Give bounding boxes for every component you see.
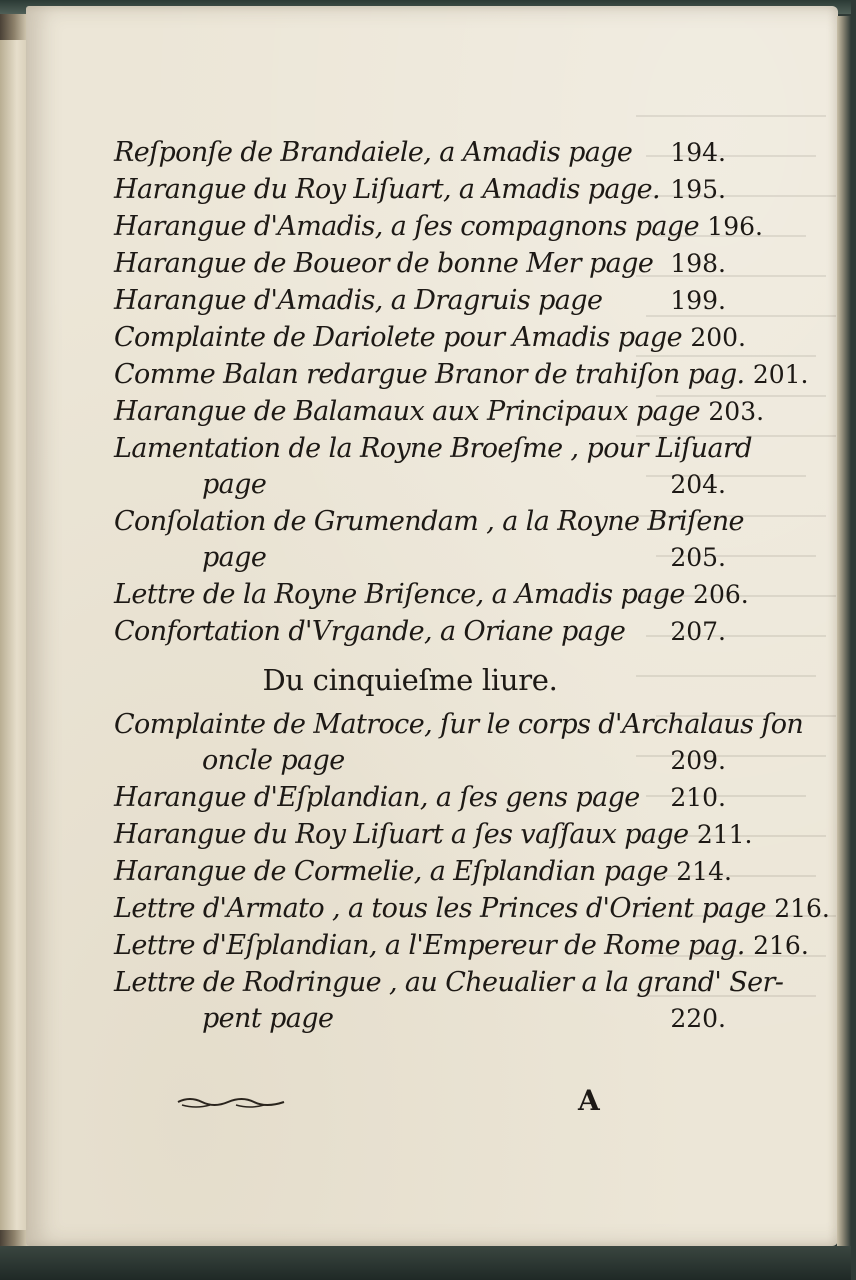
signature-mark: A bbox=[578, 1084, 600, 1117]
entry-line bbox=[114, 779, 726, 816]
entry-title: Lettre d'Eſplandian, a l'Empereur de Rome pag. bbox=[114, 930, 745, 961]
contents-entry bbox=[114, 927, 809, 964]
contents-entry bbox=[114, 356, 809, 393]
entry-page-number: 209. bbox=[670, 746, 726, 775]
contents-list-book-four bbox=[114, 134, 809, 650]
contents-entry bbox=[114, 964, 784, 1037]
contents-entry bbox=[114, 245, 726, 282]
entry-continuation bbox=[114, 1001, 726, 1037]
contents-entry bbox=[114, 706, 804, 779]
contents-entry bbox=[114, 208, 763, 245]
entry-page-number: 206. bbox=[693, 580, 749, 609]
entry-line bbox=[114, 853, 732, 890]
entry-title: Harangue du Roy Liſuart a ſes vaſſaux page bbox=[114, 819, 689, 850]
entry-line bbox=[114, 576, 749, 613]
entry-page-number: 216. bbox=[774, 894, 830, 923]
entry-page-number: 216. bbox=[753, 931, 809, 960]
entry-title: Lettre d'Armato , a tous les Princes d'Orient page bbox=[114, 893, 766, 924]
entry-title: Lettre de la Royne Briſence, a Amadis page bbox=[114, 579, 685, 610]
entry-page-number: 195. bbox=[670, 175, 726, 204]
entry-line bbox=[114, 816, 753, 853]
entry-title: Harangue de Cormelie, a Eſplandian page bbox=[114, 856, 668, 887]
entry-page-number: 220. bbox=[670, 1004, 726, 1033]
entry-page-number: 199. bbox=[670, 286, 726, 315]
entry-page-number: 205. bbox=[670, 543, 726, 572]
contents-entry bbox=[114, 171, 726, 208]
entry-line bbox=[114, 964, 784, 1001]
entry-page-number: 210. bbox=[670, 783, 726, 812]
contents-entry bbox=[114, 853, 732, 890]
contents-entry bbox=[114, 816, 753, 853]
entry-line bbox=[114, 245, 726, 282]
contents-entry bbox=[114, 576, 749, 613]
entry-line bbox=[114, 134, 726, 171]
table-of-contents bbox=[114, 134, 830, 1037]
entry-title: Harangue de Balamaux aux Principaux page bbox=[114, 396, 701, 427]
entry-title: Lamentation de la Royne Broeſme , pour Liſuard bbox=[114, 433, 752, 464]
contents-entry bbox=[114, 503, 744, 576]
entry-title: Comme Balan redargue Branor de trahiſon pag. bbox=[114, 359, 745, 390]
entry-line bbox=[114, 706, 804, 743]
entry-page-number: 203. bbox=[708, 397, 765, 426]
entry-page-number: 200. bbox=[690, 323, 746, 352]
entry-title: Harangue d'Amadis, a Dragruis page bbox=[114, 285, 603, 316]
entry-page-number: 204. bbox=[670, 470, 726, 499]
entry-continuation bbox=[114, 743, 726, 779]
entry-continuation-text: pent page bbox=[202, 1003, 334, 1034]
section-heading: Du cinquieſme liure. bbox=[262, 663, 558, 697]
contents-entry bbox=[114, 134, 726, 171]
entry-line bbox=[114, 356, 809, 393]
entry-page-number: 214. bbox=[676, 857, 732, 886]
entry-title: Conſolation de Grumendam , a la Royne Briſene bbox=[114, 506, 744, 537]
contents-entry bbox=[114, 890, 830, 927]
contents-entry bbox=[114, 779, 726, 816]
binding-edge-bottom bbox=[0, 1246, 851, 1280]
page-fore-edge bbox=[837, 16, 851, 1246]
contents-entry bbox=[114, 393, 765, 430]
entry-title: Complainte de Matroce, ſur le corps d'Archalaus ſon bbox=[114, 709, 804, 740]
entry-title: Harangue d'Amadis, a ſes compagnons page bbox=[114, 211, 699, 242]
entry-page-number: 194. bbox=[670, 138, 726, 167]
entry-line bbox=[114, 171, 726, 208]
entry-line bbox=[114, 393, 765, 430]
entry-page-number: 211. bbox=[696, 820, 753, 849]
entry-line bbox=[114, 503, 744, 540]
entry-title: Confortation d'Vrgande, a Oriane page bbox=[114, 616, 626, 647]
entry-line bbox=[114, 282, 726, 319]
contents-entry bbox=[114, 282, 726, 319]
entry-title: Harangue d'Eſplandian, a ſes gens page bbox=[114, 782, 640, 813]
entry-title: Harangue de Boueor de bonne Mer page bbox=[114, 248, 654, 279]
book-page bbox=[26, 6, 838, 1246]
previous-leaf-edge bbox=[0, 40, 29, 1230]
entry-title: Complainte de Dariolete pour Amadis page bbox=[114, 322, 682, 353]
entry-title: Harangue du Roy Liſuart, a Amadis page. bbox=[114, 174, 660, 205]
entry-page-number: 201. bbox=[752, 360, 809, 389]
contents-entry bbox=[114, 430, 752, 503]
entry-continuation bbox=[114, 540, 726, 576]
entry-page-number: 207. bbox=[670, 617, 726, 646]
entry-continuation-text: page bbox=[202, 542, 267, 573]
entry-title: Reſponſe de Brandaiele, a Amadis page bbox=[114, 137, 633, 168]
entry-line bbox=[114, 208, 763, 245]
contents-entry bbox=[114, 319, 746, 356]
entry-continuation bbox=[114, 467, 726, 503]
entry-line bbox=[114, 927, 809, 964]
entry-title: Lettre de Rodringue , au Cheualier a la grand' Ser- bbox=[114, 967, 784, 998]
entry-page-number: 198. bbox=[670, 249, 726, 278]
entry-continuation-text: oncle page bbox=[202, 745, 345, 776]
entry-page-number: 196. bbox=[707, 212, 763, 241]
entry-line bbox=[114, 319, 746, 356]
entry-continuation-text: page bbox=[202, 469, 267, 500]
printer-ornament bbox=[176, 1092, 288, 1112]
entry-line bbox=[114, 430, 752, 467]
entry-line bbox=[114, 890, 830, 927]
contents-entry bbox=[114, 613, 726, 650]
contents-list-book-five bbox=[114, 706, 830, 1037]
entry-line bbox=[114, 613, 726, 650]
